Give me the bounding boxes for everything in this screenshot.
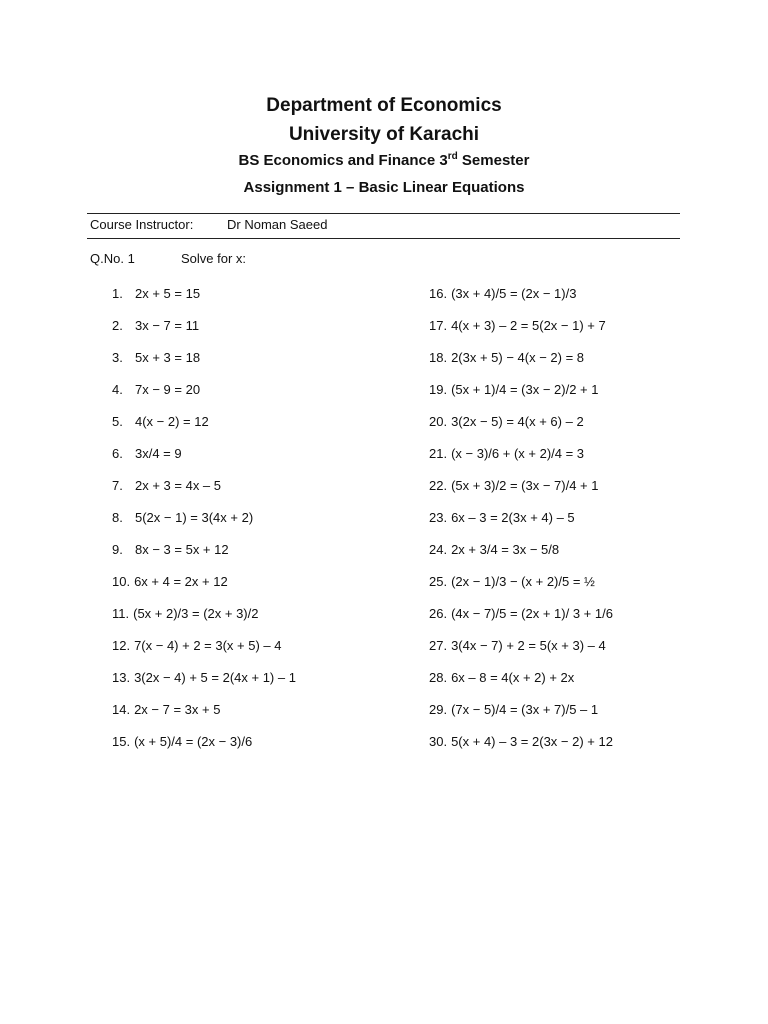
equation-number: 26. xyxy=(429,606,448,621)
equation-text: 6x – 8 = 4(x + 2) + 2x xyxy=(451,670,575,685)
equation-number: 21. xyxy=(429,446,448,461)
equation-item xyxy=(429,542,729,574)
equation-text: (5x + 2)/3 = (2x + 3)/2 xyxy=(133,606,259,621)
equation-text: (3x + 4)/5 = (2x − 1)/3 xyxy=(451,286,577,301)
equation-item xyxy=(429,702,729,734)
equation-number: 20. xyxy=(429,414,448,429)
equation-text: 5x + 3 = 18 xyxy=(135,350,201,365)
instructor-name: Dr Noman Saeed xyxy=(227,217,328,232)
program-suffix: Semester xyxy=(457,152,530,169)
equation-text: 2x + 3 = 4x – 5 xyxy=(135,478,222,493)
equation-text: 3(2x − 5) = 4(x + 6) – 2 xyxy=(451,414,584,429)
equation-item xyxy=(112,702,402,734)
equation-text: (4x − 7)/5 = (2x + 1)/ 3 + 1/6 xyxy=(451,606,613,621)
equation-text: 4(x − 2) = 12 xyxy=(135,414,209,429)
equation-item xyxy=(112,734,402,766)
equation-number: 28. xyxy=(429,670,448,685)
equation-item xyxy=(429,574,729,606)
equation-item xyxy=(429,510,729,542)
equation-number: 13. xyxy=(112,670,131,685)
equation-list-left xyxy=(112,286,402,766)
equation-number: 9. xyxy=(112,542,123,557)
equation-number: 15. xyxy=(112,734,131,749)
equation-item xyxy=(429,286,729,318)
equation-number: 4. xyxy=(112,382,123,397)
divider-top xyxy=(87,213,680,214)
equation-number: 22. xyxy=(429,478,448,493)
equation-text: 7x − 9 = 20 xyxy=(135,382,201,397)
equation-number: 6. xyxy=(112,446,123,461)
equation-number: 2. xyxy=(112,318,123,333)
equation-number: 23. xyxy=(429,510,448,525)
question-number: Q.No. 1 xyxy=(90,251,135,266)
equation-text: 2x + 3/4 = 3x − 5/8 xyxy=(451,542,560,557)
equation-item xyxy=(112,478,402,510)
equation-number: 10. xyxy=(112,574,131,589)
equation-number: 16. xyxy=(429,286,448,301)
equation-item xyxy=(112,382,402,414)
program-subtitle xyxy=(0,151,768,171)
program-prefix: BS Economics and Finance 3 xyxy=(238,152,448,169)
divider-bottom xyxy=(87,238,680,239)
equation-text: 3x/4 = 9 xyxy=(135,446,182,461)
program-superscript: rd xyxy=(447,151,458,162)
equation-item xyxy=(429,478,729,510)
equation-item xyxy=(112,606,402,638)
equation-number: 5. xyxy=(112,414,123,429)
equation-number: 14. xyxy=(112,702,131,717)
equation-number: 27. xyxy=(429,638,448,653)
equation-item xyxy=(429,670,729,702)
equation-item xyxy=(112,574,402,606)
equation-text: 2x + 5 = 15 xyxy=(135,286,201,301)
equation-number: 18. xyxy=(429,350,448,365)
equation-item xyxy=(112,446,402,478)
equation-text: 4(x + 3) – 2 = 5(2x − 1) + 7 xyxy=(451,318,606,333)
equation-text: (x − 3)/6 + (x + 2)/4 = 3 xyxy=(451,446,585,461)
equation-item xyxy=(112,638,402,670)
equation-number: 17. xyxy=(429,318,448,333)
equation-text: 6x – 3 = 2(3x + 4) – 5 xyxy=(451,510,575,525)
equation-text: 3(2x − 4) + 5 = 2(4x + 1) – 1 xyxy=(134,670,296,685)
equation-text: (5x + 3)/2 = (3x − 7)/4 + 1 xyxy=(451,478,599,493)
assignment-title: Assignment 1 – Basic Linear Equations xyxy=(243,179,525,196)
equation-number: 1. xyxy=(112,286,123,301)
equation-number: 25. xyxy=(429,574,448,589)
equation-item xyxy=(112,350,402,382)
equation-text: (7x − 5)/4 = (3x + 7)/5 – 1 xyxy=(451,702,599,717)
university-title: University of Karachi xyxy=(288,124,480,145)
equation-number: 19. xyxy=(429,382,448,397)
equation-item xyxy=(429,382,729,414)
equation-text: 3x − 7 = 11 xyxy=(135,318,200,333)
equation-text: 2(3x + 5) − 4(x − 2) = 8 xyxy=(451,350,585,365)
equation-number: 12. xyxy=(112,638,131,653)
equation-text: 2x − 7 = 3x + 5 xyxy=(134,702,221,717)
equation-text: (2x − 1)/3 − (x + 2)/5 = ½ xyxy=(451,574,595,589)
question-instruction: Solve for x: xyxy=(181,251,247,266)
equation-text: 7(x − 4) + 2 = 3(x + 5) – 4 xyxy=(134,638,282,653)
equation-item xyxy=(112,318,402,350)
equation-text: 5(x + 4) – 3 = 2(3x − 2) + 12 xyxy=(451,734,613,749)
equation-item xyxy=(429,318,729,350)
equation-item xyxy=(112,670,402,702)
equation-text: 6x + 4 = 2x + 12 xyxy=(134,574,228,589)
equation-text: (x + 5)/4 = (2x − 3)/6 xyxy=(134,734,253,749)
equation-item xyxy=(112,414,402,446)
instructor-label: Course Instructor: xyxy=(90,217,194,232)
equation-number: 11. xyxy=(112,606,130,621)
equation-item xyxy=(429,446,729,478)
equation-item xyxy=(429,638,729,670)
equation-text: 8x − 3 = 5x + 12 xyxy=(135,542,229,557)
equation-item xyxy=(429,350,729,382)
equation-item xyxy=(429,414,729,446)
equation-text: 5(2x − 1) = 3(4x + 2) xyxy=(135,510,254,525)
equation-number: 29. xyxy=(429,702,448,717)
equation-item xyxy=(112,286,402,318)
equation-number: 30. xyxy=(429,734,448,749)
equation-number: 3. xyxy=(112,350,123,365)
equation-number: 7. xyxy=(112,478,123,493)
equation-item xyxy=(112,542,402,574)
equation-number: 24. xyxy=(429,542,448,557)
department-title: Department of Economics xyxy=(266,95,502,116)
equation-text: (5x + 1)/4 = (3x − 2)/2 + 1 xyxy=(451,382,599,397)
equation-item xyxy=(112,510,402,542)
equation-number: 8. xyxy=(112,510,123,525)
equation-text: 3(4x − 7) + 2 = 5(x + 3) – 4 xyxy=(451,638,606,653)
equation-item xyxy=(429,734,729,766)
equation-list-right xyxy=(429,286,729,766)
equation-item xyxy=(429,606,729,638)
